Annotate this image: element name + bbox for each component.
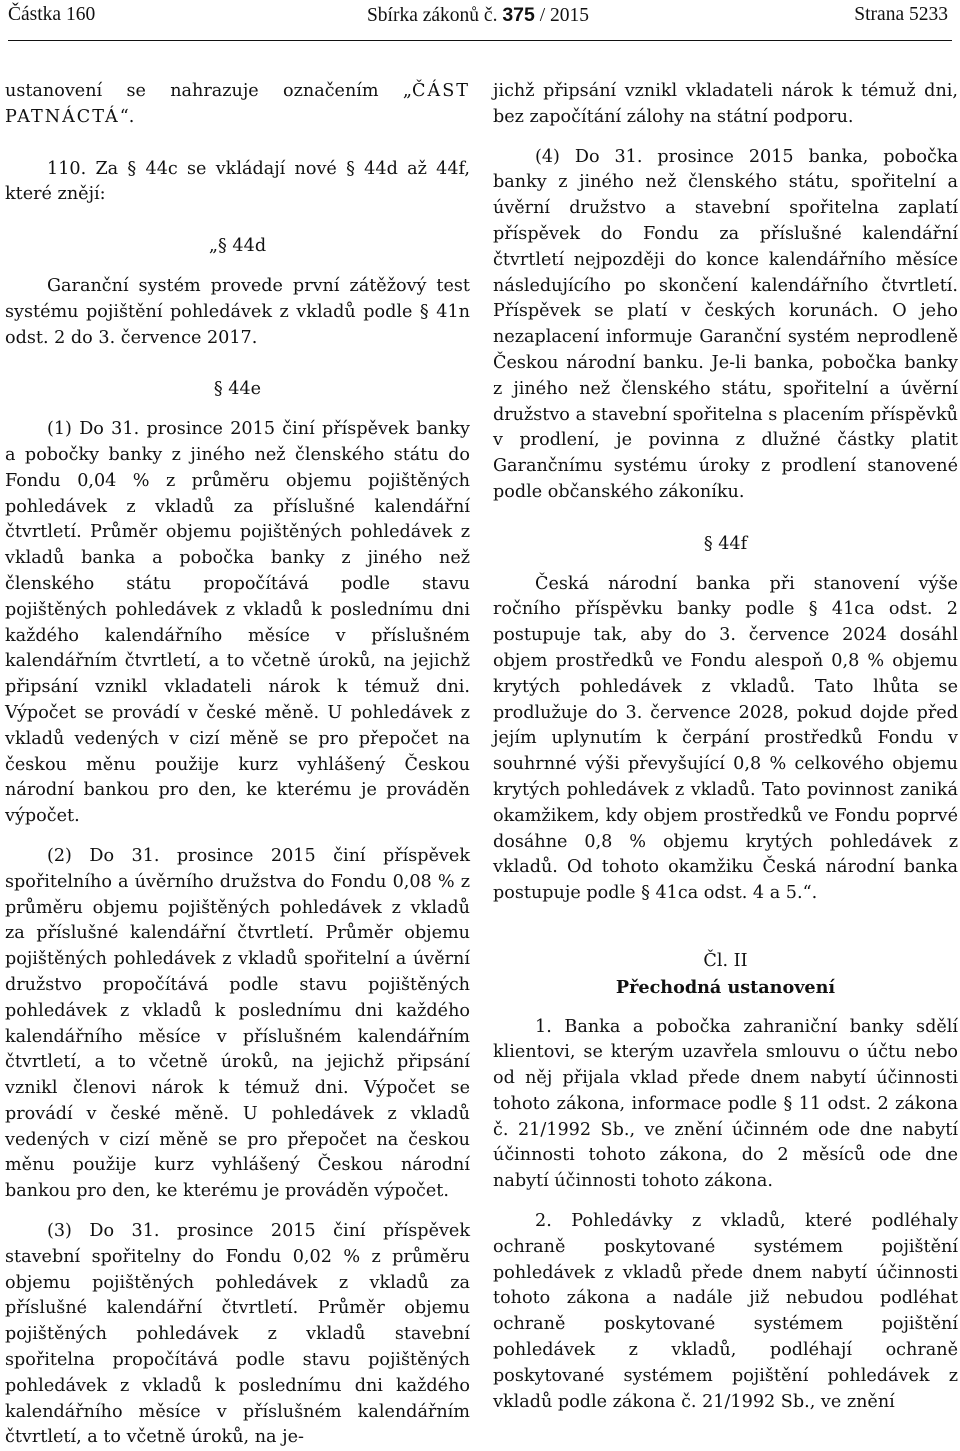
- paragraph-part-rename: [5, 79, 470, 131]
- paragraph-continuation: jichž připsání vznikl vkladateli nárok k témuž dni, bez započítání zálohy na státní podporu.: [493, 81, 958, 127]
- collection-label: [8, 4, 948, 27]
- section-44e-paragraph-4: (4) Do 31. prosince 2015 banka, pobočka banky z jiného než členského státu, spořitelní a úvěrní družstvo a stavební spořitelna zaplatí příspěvek do Fondu za příslušné kalendářní čtvrtletí nejpozději do konce kalendářního měsíce následujícího po skončení kalendářního čtvrtletí. Příspěvek se platí v českých korunách. O jeho nezaplacení informuje Garanční systém neprodleně Českou národní banku. Je-li banka, pobočka banky z jiného než členského státu, spořitelní a úvěrní družstvo a stavební spořitelna s placením příspěvků v prodlení, je povinna z dlužné částky platit Garančnímu systému úroky z prodlení stanovené podle občanského zákoníku.: [493, 146, 958, 502]
- paragraph-point-110: 110. Za § 44c se vkládají nové § 44d až 44f, které znějí:: [5, 158, 470, 205]
- section-44f-text: Česká národní banka při stanovení výše ročního příspěvku banky podle § 41ca odst. 2 postupuje tak, aby do 3. července 2024 dosáhl objem prostředků ve Fondu alespoň 0,8 % objemu krytých pohledávek z vkladů. Tato lhůta se prodlužuje do 3. července 2028, pokud dojde před jejím uplynutím k čerpání prostředků Fondu v souhrnné výši převyšující 0,8 % celkového objemu krytých pohledávek z vkladů. Tato povinnost zaniká okamžikem, kdy objem prostředků ve Fondu poprvé dosáhne 0,8 % objemu krytých pohledávek z vkladů. Od tohoto okamžiku Česká národní banka postupuje podle § 41ca odst. 4 a 5.“.: [493, 573, 958, 904]
- section-44e-paragraph-2: (2) Do 31. prosince 2015 činí příspěvek spořitelního a úvěrního družstva do Fondu 0,08 % z průměru objemu pojištěných pohledávek z vkladů za příslušné kalendářní čtvrtletí. Průměr objemu pojištěných pohledávek z vkladů spořitelní a úvěrní družstvo propočítává podle stavu pojištěných pohledávek z vkladů k poslednímu dni každého kalendářního měsíce v příslušném kalendářním čtvrtletí, a to včetně úroků, na jejichž připsání vznikl členovi nárok k témuž dni. Výpočet se provádí v české měně. U pohledávek z vkladů vedených v cizí měně se pro přepočet na českou měnu použije kurz vyhlášený Českou národní bankou pro den, ke kterému je prováděn výpočet.: [5, 845, 470, 1202]
- article-subtitle: Přechodná ustanovení: [615, 976, 836, 998]
- section-44e-paragraph-1: (1) Do 31. prosince 2015 činí příspěvek banky a pobočky banky z jiného než členského státu do Fondu 0,04 % z průměru objemu pojištěných pohledávek z vkladů za příslušné kalendářní čtvrtletí. Průměr objemu pojištěných pohledávek z vkladů banka a pobočka banky z jiného než členského státu propočítává podle stavu pojištěných pohledávek z vkladů k poslednímu dni každého kalendářního měsíce v příslušném kalendářním čtvrtletí, a to včetně úroků, na jejichž připsání vznikl vkladateli nárok k témuž dni. Výpočet se provádí v české měně. U pohledávek z vkladů vedených v cizí měně se pro přepočet na českou měnu použije kurz vyhlášený Českou národní bankou pro den, ke kterému je prováděn výpočet.: [5, 419, 470, 827]
- law-year: / 2015: [539, 5, 590, 26]
- part-name: ČÁST PATNÁCTÁ: [5, 81, 470, 127]
- rename-text-start: ustanovení se nahrazuje označením „: [5, 81, 413, 101]
- rename-text-end: “.: [119, 106, 135, 127]
- left-column: [5, 79, 470, 1451]
- section-44d-title: „§ 44d: [208, 236, 267, 257]
- right-column: [493, 79, 958, 1415]
- part-label: Částka 160: [8, 4, 96, 25]
- page-header: [8, 4, 948, 30]
- header-rule: [8, 40, 952, 41]
- article-title: Čl. II: [703, 950, 748, 971]
- law-number: 375: [502, 4, 535, 26]
- page-number: Strana 5233: [854, 4, 948, 25]
- section-44e-paragraph-3: (3) Do 31. prosince 2015 činí příspěvek stavební spořitelny do Fondu 0,02 % z průměru objemu pojištěných pohledávek z vkladů za příslušné kalendářní čtvrtletí. Průměr objemu pojištěných pohledávek z vkladů stavební spořitelna propočítává podle stavu pojištěných pohledávek z vkladů k poslednímu dni každého kalendářního měsíce v příslušném kalendářním čtvrtletí, a to včetně úroků, na je-: [5, 1221, 470, 1448]
- section-44e-title: § 44e: [213, 379, 262, 400]
- section-44d-text: Garanční systém provede první zátěžový test systému pojištění pohledávek z vkladů podle § 41n odst. 2 do 3. července 2017.: [5, 275, 470, 348]
- transitional-provision-1: 1. Banka a pobočka zahraniční banky sdělí klientovi, se kterým uzavřela smlouvu o účtu nebo od něj přijala vklad přede dnem nabytí účinnosti tohoto zákona, informace podle § 11 odst. 2 zákona č. 21/1992 Sb., ve znění účinném ode dne nabytí účinnosti tohoto zákona, do 2 měsíců ode dne nabytí účinnosti tohoto zákona.: [493, 1016, 958, 1192]
- collection-name: Sbírka zákonů č.: [366, 5, 498, 26]
- section-44f-title: § 44f: [703, 533, 748, 554]
- transitional-provision-2: 2. Pohledávky z vkladů, které podléhaly ochraně poskytované systémem pojištění pohledávek z vkladů přede dnem nabytí účinnosti tohoto zákona a nadále již nebudou podléhat ochraně poskytované systémem pojištění pohledávek z vkladů, podléhají ochraně poskytované systémem pojištění pohledávek z vkladů podle zákona č. 21/1992 Sb., ve znění: [493, 1211, 958, 1412]
